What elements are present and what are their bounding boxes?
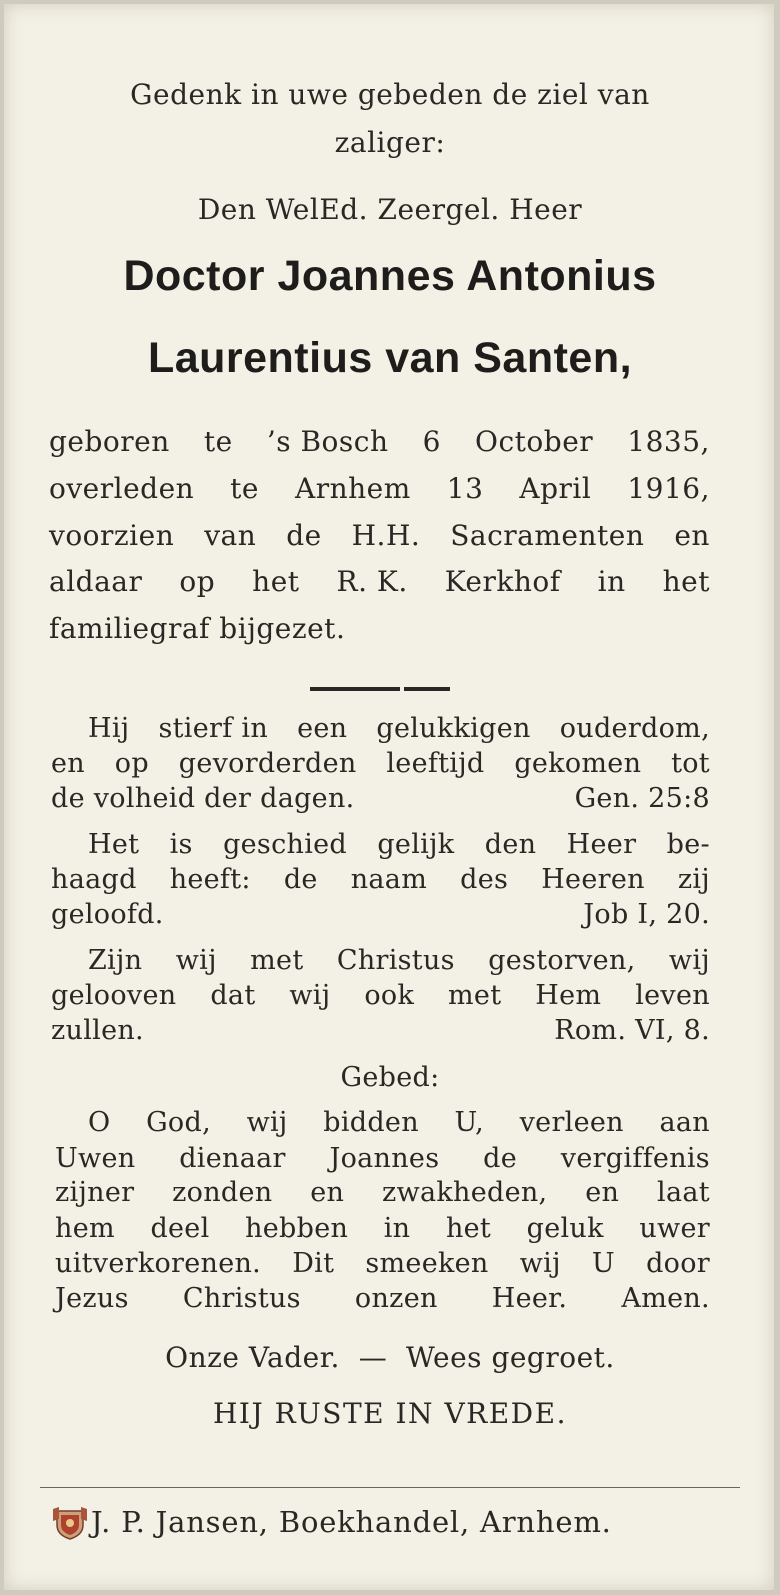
word: het [252,565,300,598]
word: hebben [245,1213,349,1244]
word: wij [175,945,217,976]
word: is [169,829,193,860]
word: Amen. [621,1283,710,1314]
verse-text: zullen. [51,1015,144,1046]
bio-row [0,472,780,505]
word: dat [210,980,256,1011]
verse-row [0,945,780,976]
honorific: Den WelEd. Zeergel. Heer [197,193,583,226]
word: H.H. [351,519,421,552]
word: door [646,1248,710,1279]
verse-row [0,713,780,744]
bio-row [0,565,780,598]
verse-text: geloofd. [51,899,164,930]
word: gelooven [51,980,177,1011]
word: gekomen [514,748,642,779]
prayer-row [0,1283,780,1314]
verse-row [0,864,780,895]
bio-row [0,425,780,458]
word: een [297,713,348,744]
word: geschied [223,829,347,860]
word: te [230,472,259,505]
word: de [483,1143,517,1174]
word: God, [146,1107,211,1138]
word: het [662,565,710,598]
word: Hem [535,980,602,1011]
word: voorzien [49,519,175,552]
word: zij [677,864,710,895]
word: in [597,565,626,598]
word: overleden [49,472,195,505]
header-line-2: zaliger: [334,126,446,159]
word: dienaar [179,1143,286,1174]
word: zonden [172,1177,273,1208]
verse-row [0,829,780,860]
verse-row-ref [0,783,780,814]
word: Arnhem [294,472,411,505]
divider-rule-right [404,687,450,691]
word: en [674,519,710,552]
verse-row [0,980,780,1011]
word: ’s Bosch [266,425,389,458]
word: Uwen [55,1143,136,1174]
word: tot [671,748,710,779]
word: naam [350,864,428,895]
word: op [179,565,216,598]
word: den [484,829,537,860]
divider-rule-left [310,687,400,691]
prayer-row [0,1107,780,1138]
word: Het [88,829,140,860]
word: met [448,980,502,1011]
word: hem [55,1213,115,1244]
word: ook [364,980,415,1011]
word: zijner [55,1177,135,1208]
word: leeftijd [386,748,485,779]
word: vergiffenis [560,1143,710,1174]
word: in [383,1213,411,1244]
word: wij [668,945,710,976]
rest-in-peace: HIJ RUSTE IN VREDE. [213,1397,567,1430]
word: van [204,519,257,552]
word: geluk [526,1213,604,1244]
word: 6 [422,425,441,458]
word: en [310,1177,345,1208]
verse-row-ref [0,899,780,930]
closing-prayers: Onze Vader. — Wees gegroet. [165,1341,615,1374]
word: geboren [49,425,170,458]
prayer-row [0,1177,780,1208]
word: de [283,864,318,895]
word: Joannes [329,1143,440,1174]
word: Jezus [55,1283,129,1314]
word: Kerkhof [444,565,561,598]
word: Sacramenten [450,519,645,552]
word: uwer [639,1213,710,1244]
word: aan [659,1107,710,1138]
word: stierf in [158,713,269,744]
word: zwakheden, [382,1177,548,1208]
word: 13 [446,472,484,505]
word: U [591,1248,615,1279]
word: onzen [354,1283,438,1314]
word: Dit [292,1248,335,1279]
word: leven [635,980,710,1011]
word: Heeren [541,864,645,895]
word: op [114,748,149,779]
word: en [585,1177,620,1208]
bio-row-last: familiegraf bijgezet. [49,612,346,645]
word: verleen [519,1107,624,1138]
prayer-title: Gebed: [340,1062,440,1093]
word: 1835, [627,425,710,458]
word: O [88,1107,111,1138]
word: aldaar [49,565,143,598]
word: gevorderden [178,748,357,779]
name-line-1: Doctor Joannes Antonius [123,252,657,300]
verse-row [0,748,780,779]
word: gelijk [377,829,455,860]
bio-row [0,519,780,552]
word: October [475,425,594,458]
word: Heer [566,829,637,860]
word: haagd [51,864,137,895]
word: des [460,864,509,895]
word: April [519,472,592,505]
word: wij [289,980,331,1011]
word: de [286,519,322,552]
verse-row-ref [0,1015,780,1046]
word: laat [657,1177,710,1208]
word: gestorven, [488,945,636,976]
word: Christus [182,1283,301,1314]
word: 1916, [627,472,710,505]
word: het [445,1213,492,1244]
word: wij [246,1107,288,1138]
word: R. K. [336,565,408,598]
word: heeft: [169,864,251,895]
word: Heer. [491,1283,568,1314]
word: uitverkorenen. [55,1248,262,1279]
verse-reference: Job I, 20. [583,899,710,930]
word: Zijn [88,945,143,976]
header-line-1: Gedenk in uwe gebeden de ziel van [130,78,650,111]
printer-imprint: J. P. Jansen, Boekhandel, Arnhem. [91,1505,612,1539]
word: met [250,945,304,976]
footer-divider [40,1487,740,1488]
word: gelukkigen [376,713,531,744]
word: ouderdom, [559,713,710,744]
word: U, [454,1107,484,1138]
word: be- [666,829,710,860]
prayer-row [0,1143,780,1174]
word: en [51,748,85,779]
word: Hij [88,713,130,744]
prayer-row [0,1213,780,1244]
word: wij [519,1248,561,1279]
word: te [203,425,233,458]
word: smeeken [365,1248,489,1279]
prayer-row [0,1248,780,1279]
name-line-2: Laurentius van Santen, [147,334,633,382]
word: bidden [323,1107,419,1138]
word: deel [150,1213,210,1244]
word: Christus [336,945,455,976]
verse-text: de volheid der dagen. [51,783,355,814]
verse-reference: Gen. 25:8 [574,783,710,814]
verse-reference: Rom. VI, 8. [554,1015,710,1046]
